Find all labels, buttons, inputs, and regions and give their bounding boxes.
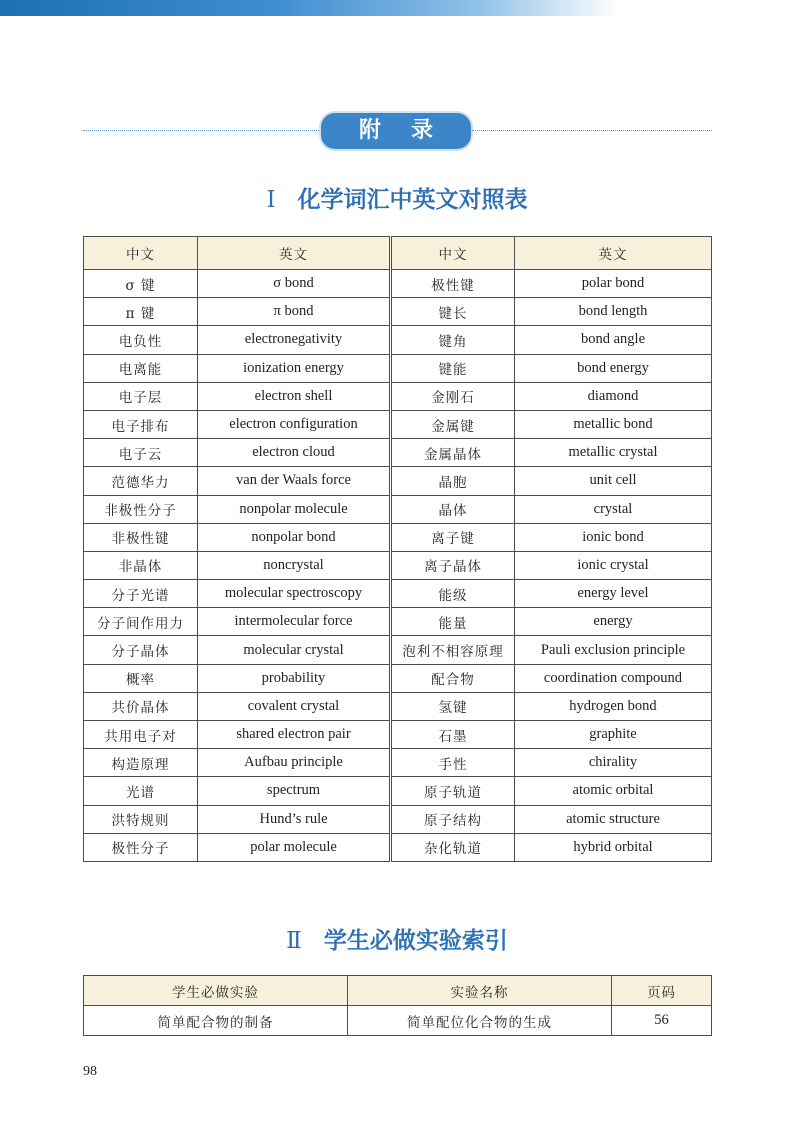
chinese-term: 分子晶体: [84, 636, 198, 664]
chinese-term: 离子键: [391, 523, 515, 551]
chinese-term: 概率: [84, 664, 198, 692]
section-2-title: [0, 925, 794, 957]
header-experiment-name: 实验名称: [348, 976, 612, 1006]
english-term: atomic orbital: [515, 777, 712, 805]
dotted-divider-right: [472, 130, 712, 131]
header-page: 页码: [612, 976, 712, 1006]
english-term: electron cloud: [198, 439, 391, 467]
english-term: electronegativity: [198, 326, 391, 354]
header-english-2: 英文: [515, 237, 712, 270]
chinese-term: π 键: [84, 298, 198, 326]
vocabulary-row: [84, 523, 712, 551]
chinese-term: 非晶体: [84, 551, 198, 579]
chinese-term: 晶胞: [391, 467, 515, 495]
chinese-term: 洪特规则: [84, 805, 198, 833]
top-color-band: [0, 0, 794, 16]
appendix-header: [83, 113, 712, 149]
english-term: molecular spectroscopy: [198, 580, 391, 608]
chinese-term: 电子排布: [84, 410, 198, 438]
vocabulary-row: [84, 777, 712, 805]
vocabulary-row: [84, 270, 712, 298]
chinese-term: 分子光谱: [84, 580, 198, 608]
chinese-term: 构造原理: [84, 749, 198, 777]
vocabulary-header-row: [84, 237, 712, 270]
header-chinese-2: 中文: [391, 237, 515, 270]
vocabulary-row: [84, 298, 712, 326]
english-term: ionic bond: [515, 523, 712, 551]
chinese-term: 范德华力: [84, 467, 198, 495]
english-term: electron shell: [198, 382, 391, 410]
section-2-title-text: 学生必做实验索引: [323, 928, 508, 954]
chinese-term: 晶体: [391, 495, 515, 523]
english-term: molecular crystal: [198, 636, 391, 664]
english-term: bond length: [515, 298, 712, 326]
vocabulary-row: [84, 495, 712, 523]
english-term: crystal: [515, 495, 712, 523]
vocabulary-row: [84, 439, 712, 467]
chinese-term: 共用电子对: [84, 721, 198, 749]
header-required-experiment: 学生必做实验: [84, 976, 348, 1006]
chinese-term: 能级: [391, 580, 515, 608]
english-term: Hund’s rule: [198, 805, 391, 833]
vocabulary-row: [84, 467, 712, 495]
vocabulary-table: [83, 236, 712, 862]
english-term: chirality: [515, 749, 712, 777]
section-1-title: [0, 184, 794, 216]
vocabulary-row: [84, 354, 712, 382]
header-chinese-1: 中文: [84, 237, 198, 270]
english-term: π bond: [198, 298, 391, 326]
header-english-1: 英文: [198, 237, 391, 270]
chinese-term: 电子层: [84, 382, 198, 410]
chinese-term: 能量: [391, 608, 515, 636]
english-term: atomic structure: [515, 805, 712, 833]
english-term: shared electron pair: [198, 721, 391, 749]
english-term: graphite: [515, 721, 712, 749]
vocabulary-row: [84, 326, 712, 354]
experiment-name: 简单配位化合物的生成: [348, 1006, 612, 1036]
experiment-header-row: [84, 976, 712, 1006]
english-term: bond angle: [515, 326, 712, 354]
chinese-term: 氢键: [391, 692, 515, 720]
vocabulary-row: [84, 608, 712, 636]
english-term: noncrystal: [198, 551, 391, 579]
english-term: spectrum: [198, 777, 391, 805]
chinese-term: 非极性分子: [84, 495, 198, 523]
english-term: Aufbau principle: [198, 749, 391, 777]
vocabulary-row: [84, 664, 712, 692]
chinese-term: 金刚石: [391, 382, 515, 410]
chinese-term: 配合物: [391, 664, 515, 692]
appendix-badge: 附录: [321, 113, 471, 149]
chinese-term: 键长: [391, 298, 515, 326]
vocabulary-row: [84, 410, 712, 438]
chinese-term: 电子云: [84, 439, 198, 467]
english-term: polar molecule: [198, 833, 391, 861]
chinese-term: 非极性键: [84, 523, 198, 551]
chinese-term: 光谱: [84, 777, 198, 805]
chinese-term: 离子晶体: [391, 551, 515, 579]
experiment-required: 简单配合物的制备: [84, 1006, 348, 1036]
chinese-term: 原子结构: [391, 805, 515, 833]
english-term: ionization energy: [198, 354, 391, 382]
english-term: probability: [198, 664, 391, 692]
english-term: metallic crystal: [515, 439, 712, 467]
english-term: coordination compound: [515, 664, 712, 692]
english-term: hydrogen bond: [515, 692, 712, 720]
english-term: ionic crystal: [515, 551, 712, 579]
english-term: energy level: [515, 580, 712, 608]
section-1-title-text: 化学词汇中英文对照表: [297, 187, 528, 213]
section-1-numeral: Ⅰ: [266, 187, 276, 213]
chinese-term: 泡利不相容原理: [391, 636, 515, 664]
chinese-term: 分子间作用力: [84, 608, 198, 636]
section-2-numeral: Ⅱ: [286, 928, 302, 954]
vocabulary-row: [84, 551, 712, 579]
vocabulary-row: [84, 721, 712, 749]
chinese-term: 键能: [391, 354, 515, 382]
chinese-term: 电离能: [84, 354, 198, 382]
english-term: nonpolar bond: [198, 523, 391, 551]
vocabulary-row: [84, 580, 712, 608]
chinese-term: 手性: [391, 749, 515, 777]
chinese-term: 键角: [391, 326, 515, 354]
page-number: 98: [83, 1064, 97, 1079]
english-term: intermolecular force: [198, 608, 391, 636]
chinese-term: 金属晶体: [391, 439, 515, 467]
english-term: nonpolar molecule: [198, 495, 391, 523]
english-term: polar bond: [515, 270, 712, 298]
vocabulary-row: [84, 749, 712, 777]
chinese-term: σ 键: [84, 270, 198, 298]
vocabulary-row: [84, 636, 712, 664]
chinese-term: 共价晶体: [84, 692, 198, 720]
chinese-term: 金属键: [391, 410, 515, 438]
vocabulary-row: [84, 833, 712, 861]
english-term: metallic bond: [515, 410, 712, 438]
english-term: bond energy: [515, 354, 712, 382]
english-term: hybrid orbital: [515, 833, 712, 861]
english-term: energy: [515, 608, 712, 636]
english-term: Pauli exclusion principle: [515, 636, 712, 664]
experiment-row: [84, 1006, 712, 1036]
english-term: electron configuration: [198, 410, 391, 438]
english-term: covalent crystal: [198, 692, 391, 720]
chinese-term: 石墨: [391, 721, 515, 749]
english-term: σ bond: [198, 270, 391, 298]
english-term: unit cell: [515, 467, 712, 495]
experiment-index-table: [83, 975, 712, 1036]
vocabulary-row: [84, 692, 712, 720]
english-term: diamond: [515, 382, 712, 410]
vocabulary-row: [84, 805, 712, 833]
dotted-divider-left: [83, 130, 323, 131]
vocabulary-row: [84, 382, 712, 410]
chinese-term: 极性分子: [84, 833, 198, 861]
chinese-term: 电负性: [84, 326, 198, 354]
chinese-term: 原子轨道: [391, 777, 515, 805]
chinese-term: 极性键: [391, 270, 515, 298]
chinese-term: 杂化轨道: [391, 833, 515, 861]
experiment-page: 56: [612, 1006, 712, 1036]
english-term: van der Waals force: [198, 467, 391, 495]
